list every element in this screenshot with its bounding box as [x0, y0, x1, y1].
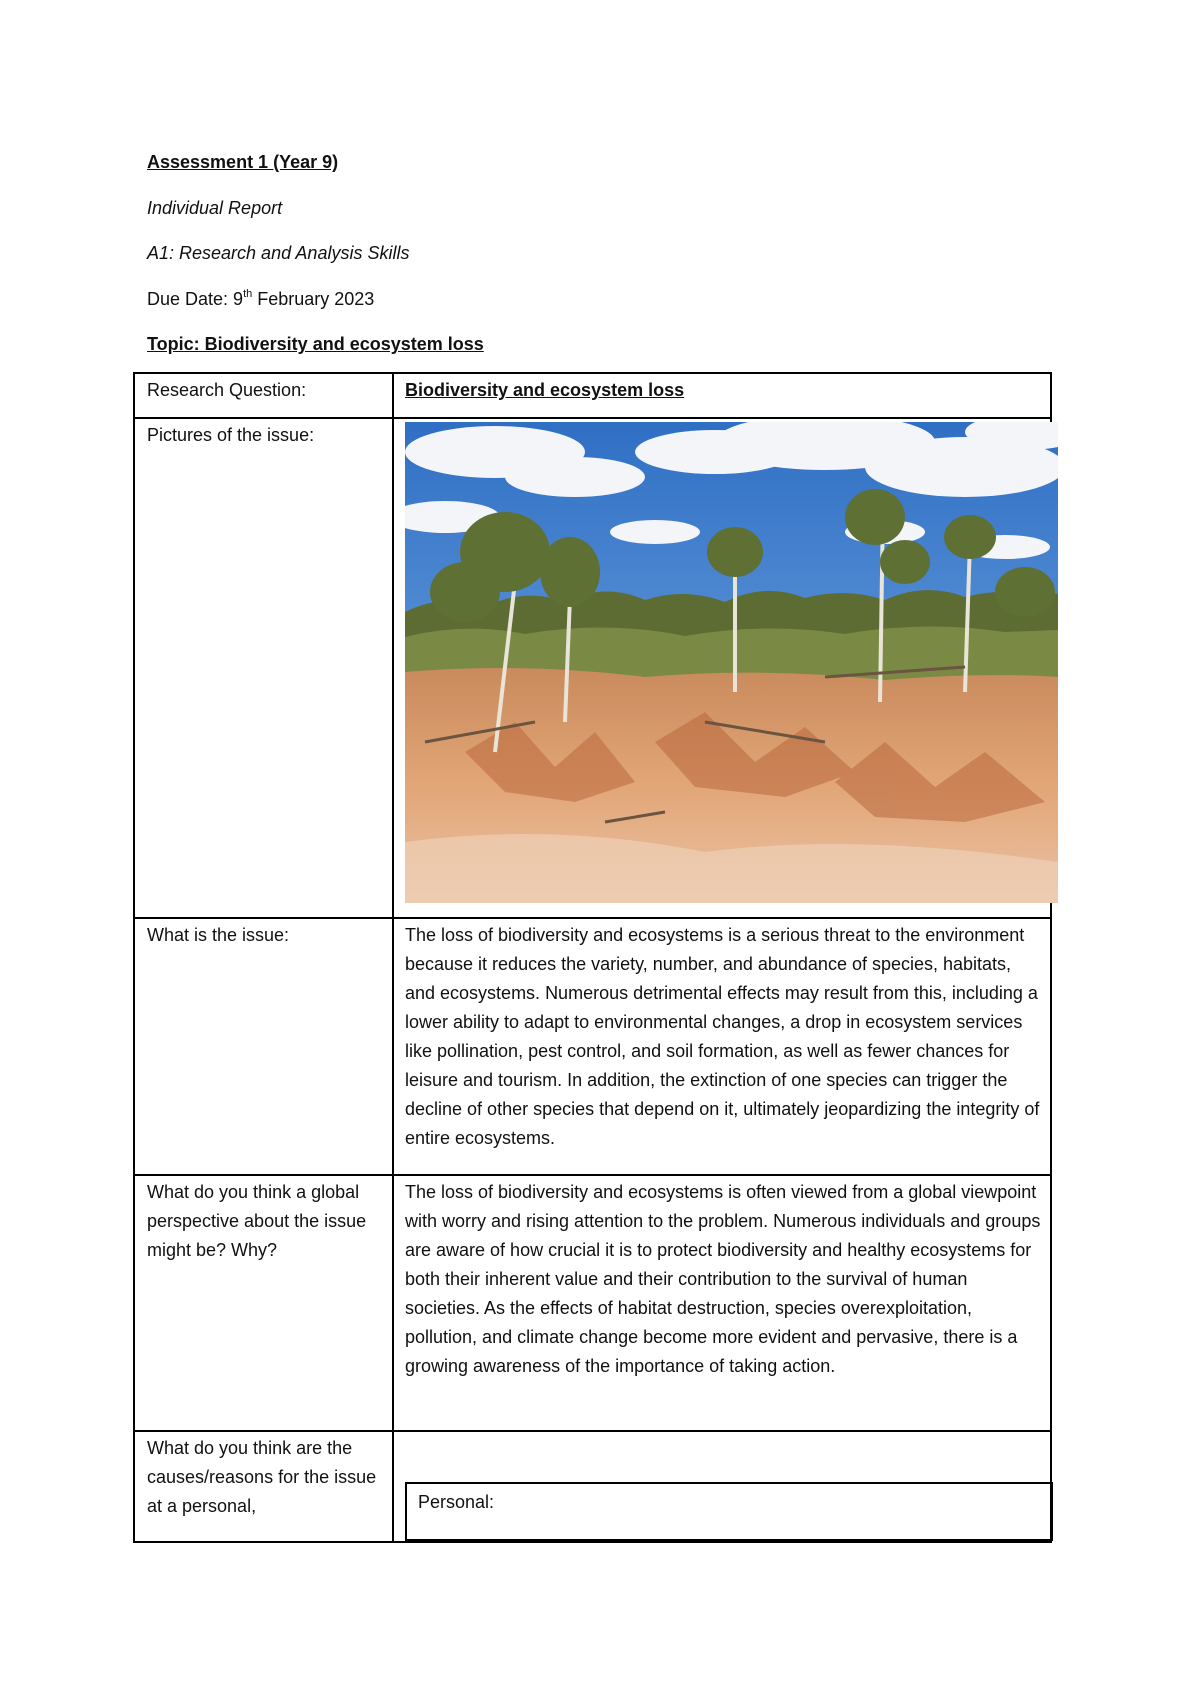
- causes-label: What do you think are the causes/reasons for the issue at a personal,: [134, 1431, 393, 1542]
- assessment-title: Assessment 1 (Year 9): [147, 152, 339, 172]
- due-date-ordinal: th: [243, 288, 253, 300]
- row-research-question: [134, 373, 1051, 418]
- causes-cell: [393, 1431, 1051, 1542]
- issue-label: What is the issue:: [134, 918, 393, 1175]
- personal-label: Personal:: [418, 1492, 495, 1512]
- row-pictures: [134, 418, 1051, 918]
- row-global-perspective: [134, 1175, 1051, 1431]
- pictures-cell: [393, 418, 1051, 918]
- criterion-label: A1: Research and Analysis Skills: [147, 243, 410, 263]
- personal-box: [405, 1482, 1053, 1541]
- due-date-suffix: February 2023: [252, 289, 375, 309]
- due-date: [147, 288, 374, 310]
- due-date-prefix: Due Date: 9: [147, 289, 244, 309]
- row-causes: [134, 1431, 1051, 1542]
- row-issue: [134, 918, 1051, 1175]
- research-question-value: Biodiversity and ecosystem loss: [405, 380, 685, 400]
- global-perspective-label: What do you think a global perspective about the issue might be? Why?: [134, 1175, 393, 1431]
- global-perspective-text: The loss of biodiversity and ecosystems is often viewed from a global viewpoint with worry and rising attention to the problem. Numerous individuals and groups are aware of how crucial it is to protect biodiversity and healthy ecosystems for both their inherent value and their contribution to the survival of human societies. As the effects of habitat destruction, species overexploitation, pollution, and climate change become more evident and pervasive, there is a growing awareness of the importance of taking action.: [393, 1175, 1051, 1431]
- research-question-label: Research Question:: [134, 373, 393, 418]
- report-table: [133, 372, 1052, 1543]
- topic-heading: Topic: Biodiversity and ecosystem loss: [147, 334, 484, 354]
- pictures-label: Pictures of the issue:: [134, 418, 393, 918]
- issue-text: The loss of biodiversity and ecosystems is a serious threat to the environment because it reduces the variety, number, and abundance of species, habitats, and ecosystems. Numerous detrimental effects may result from this, including a lower ability to adapt to environmental changes, a drop in ecosystem services like pollination, pest control, and soil formation, as well as fewer chances for leisure and tourism. In addition, the extinction of one species can trigger the decline of other species that depend on it, ultimately jeopardizing the integrity of entire ecosystems.: [393, 918, 1051, 1175]
- report-type: Individual Report: [147, 198, 283, 218]
- landscape-photo: [405, 422, 1058, 903]
- research-question-cell: [393, 373, 1051, 418]
